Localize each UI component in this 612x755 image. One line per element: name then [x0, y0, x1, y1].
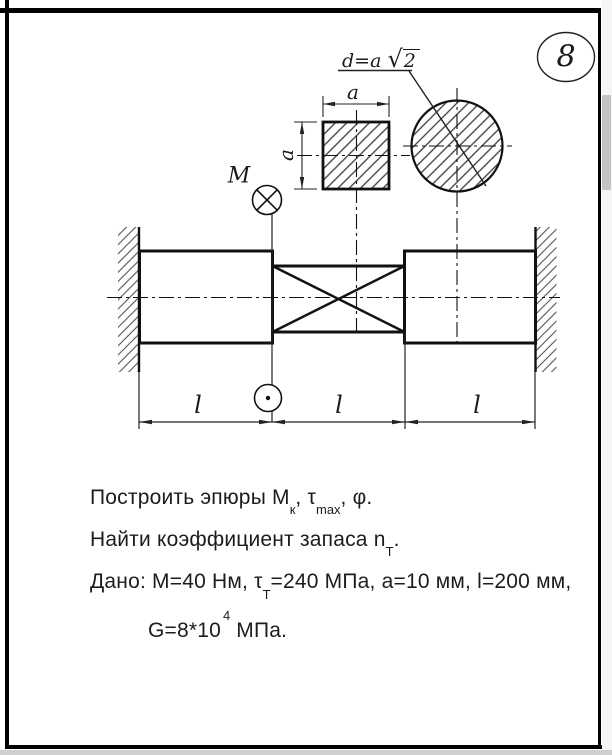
square-cross-section [294, 96, 389, 189]
moment-label: M [227, 163, 251, 189]
radicand: 2 [403, 49, 420, 72]
task-statement [90, 480, 570, 648]
length-label-3: l [473, 391, 481, 419]
dim-a-left-label: a [274, 149, 298, 161]
page-frame-bottom [5, 745, 606, 749]
moment-cross-icon [253, 186, 282, 215]
length-label-2: l [335, 391, 343, 419]
vertical-scrollbar-thumb[interactable] [602, 95, 611, 190]
moment-dot-icon [255, 385, 282, 412]
page-frame-top [0, 8, 601, 13]
radical-sign: √ [387, 45, 403, 73]
diameter-label [342, 45, 420, 73]
length-label-1: l [194, 391, 202, 419]
page-number: 8 [556, 39, 576, 75]
fixed-wall-right [536, 227, 557, 372]
task-line-2: Найти коэффициент запаса $n_Т$. [90, 528, 400, 560]
page-frame-left [5, 0, 9, 749]
window-bottom-strip [0, 750, 612, 755]
shaft-segment-middle [273, 266, 405, 332]
dim-a-top-label: a [347, 80, 359, 104]
page-frame-right [598, 8, 601, 749]
task-line-1: Построить эпюры $М_к$, $\tau_{max}$, φ. [90, 486, 373, 518]
fixed-wall-left [118, 227, 139, 372]
diameter-label-text: d=a [342, 50, 382, 72]
task-line-4: $G=8*10^4$ МПа. [148, 607, 288, 642]
task-line-3: Дано: M=40 Нм, $\tau_Т=240$ МПа, a=10 мм, l=200 мм, [90, 570, 572, 602]
